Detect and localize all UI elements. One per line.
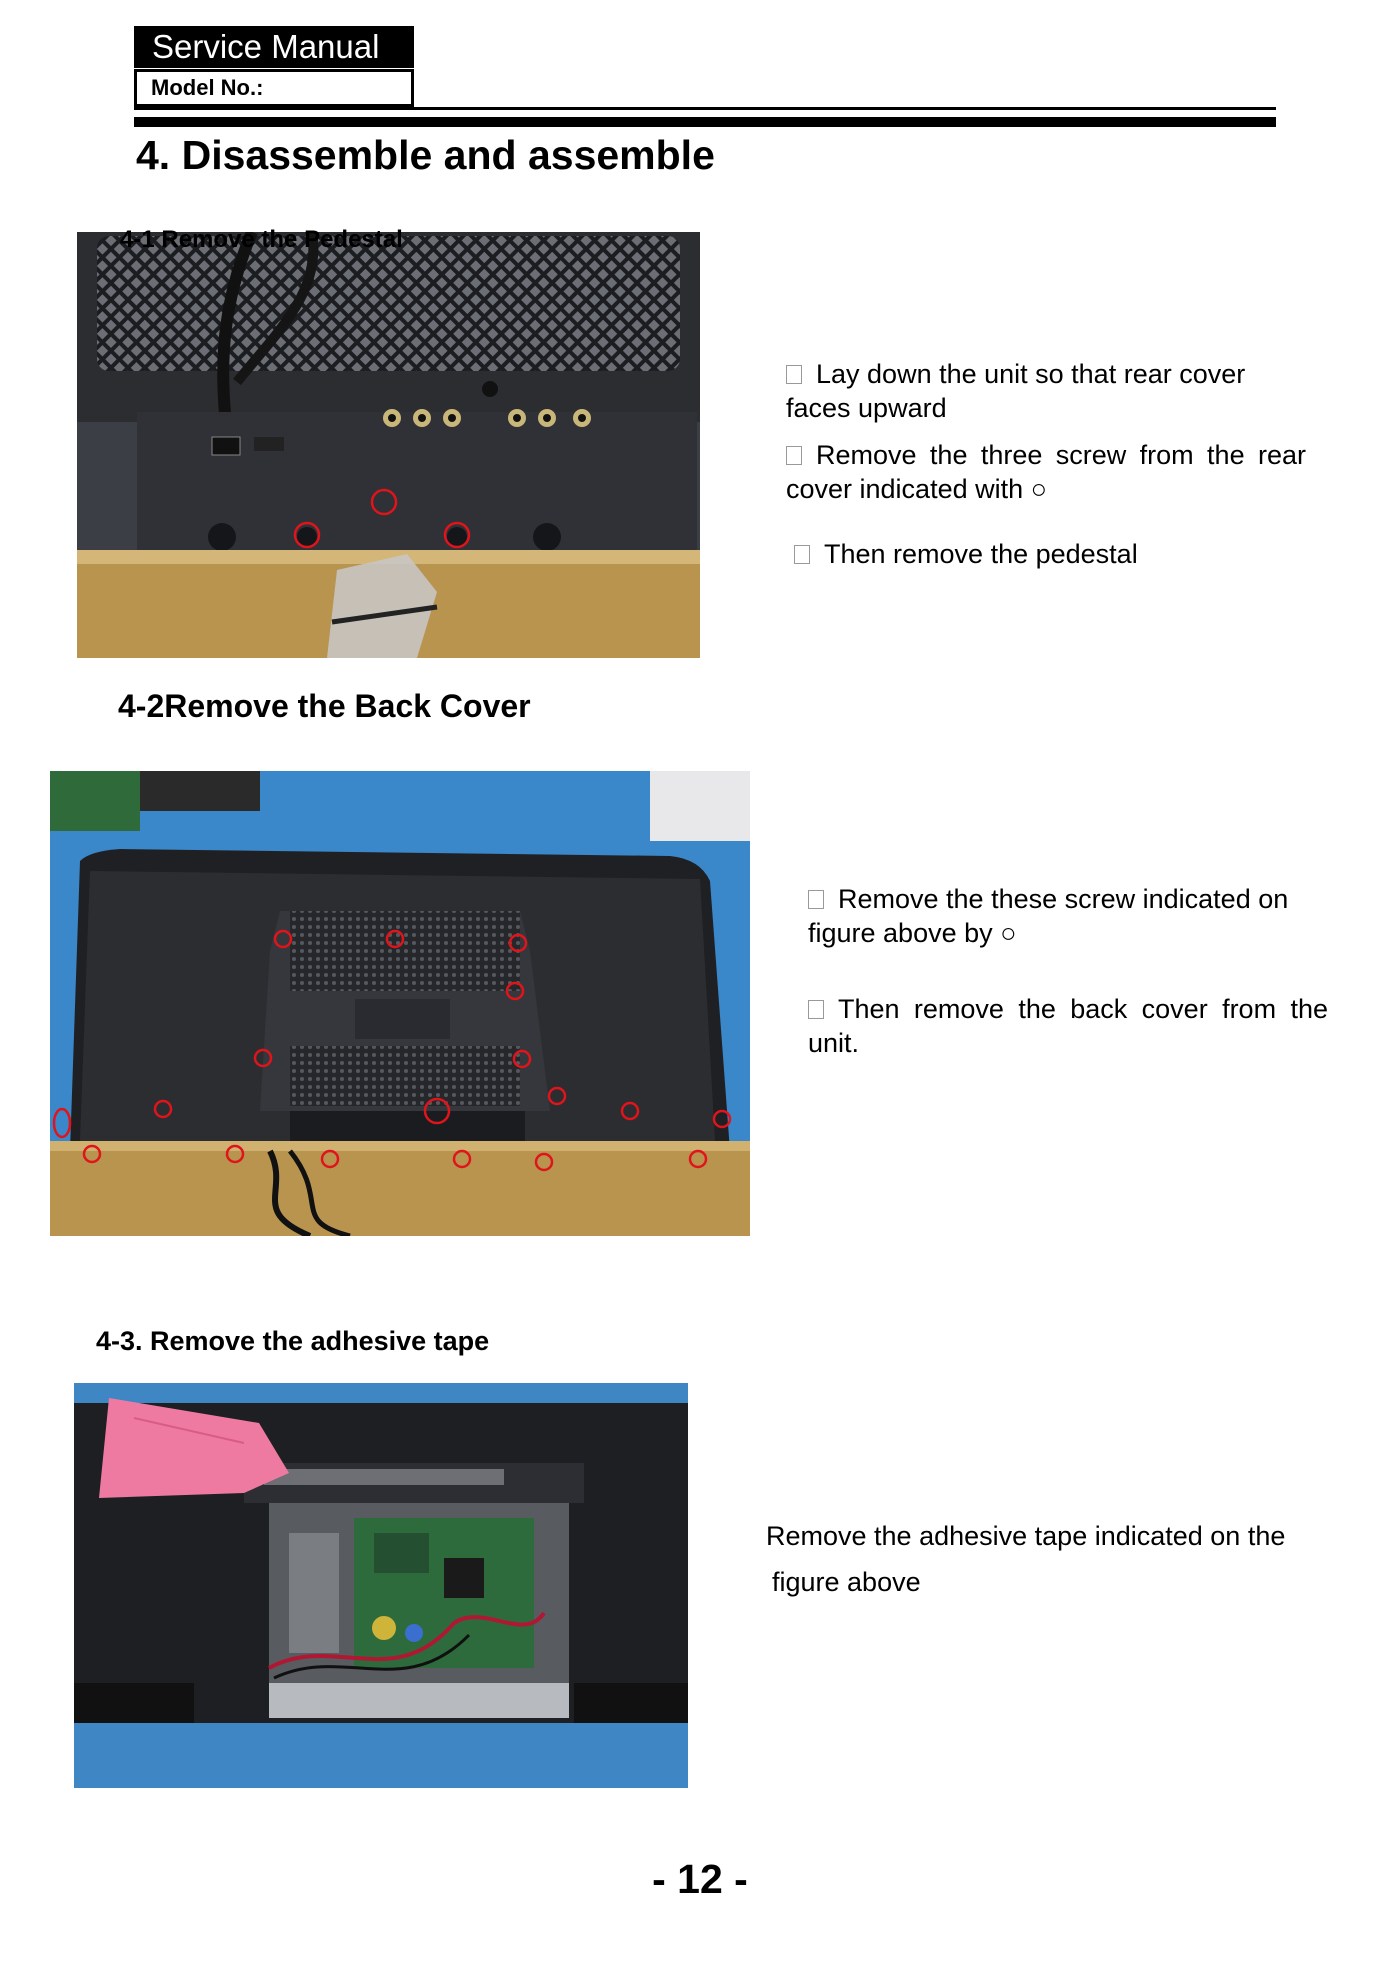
model-number-label: Model No.: xyxy=(134,69,414,107)
header-rule-thick xyxy=(134,117,1276,127)
checkbox-bullet-icon xyxy=(808,1000,824,1019)
section-title: 4. Disassemble and assemble xyxy=(136,132,715,178)
page-number: - 12 - xyxy=(652,1856,748,1902)
header-rule-thin xyxy=(134,107,1276,110)
checkbox-bullet-icon xyxy=(794,545,810,564)
step-heading-adhesive-tape: 4-3. Remove the adhesive tape xyxy=(96,1326,490,1356)
step-heading-pedestal: 4-1 Remove the Pedestal xyxy=(120,226,403,253)
photo-back-cover xyxy=(50,771,750,1236)
photo-pedestal-rear xyxy=(77,232,700,658)
checkbox-bullet-icon xyxy=(786,365,802,384)
manual-title: Service Manual xyxy=(134,26,414,68)
checkbox-bullet-icon xyxy=(786,446,802,465)
step-heading-back-cover: 4-2Remove the Back Cover xyxy=(118,688,531,724)
instruction-adhesive-tape-2: figure above xyxy=(772,1567,921,1597)
instruction-adhesive-tape-1: Remove the adhesive tape indicated on the xyxy=(766,1521,1286,1551)
instruction-pedestal-2: Remove the three screw from the rear cover indicated with ○ xyxy=(786,440,1306,504)
instruction-pedestal-1: Lay down the unit so that rear cover faces upward xyxy=(786,359,1246,423)
instruction-back-cover-2: Then remove the back cover from the unit. xyxy=(808,994,1328,1058)
instruction-pedestal-3: Then remove the pedestal xyxy=(794,537,1306,571)
photo-adhesive-tape xyxy=(74,1383,688,1788)
checkbox-bullet-icon xyxy=(808,890,824,909)
instruction-back-cover-1: Remove the these screw indicated on figure above by ○ xyxy=(808,884,1289,948)
